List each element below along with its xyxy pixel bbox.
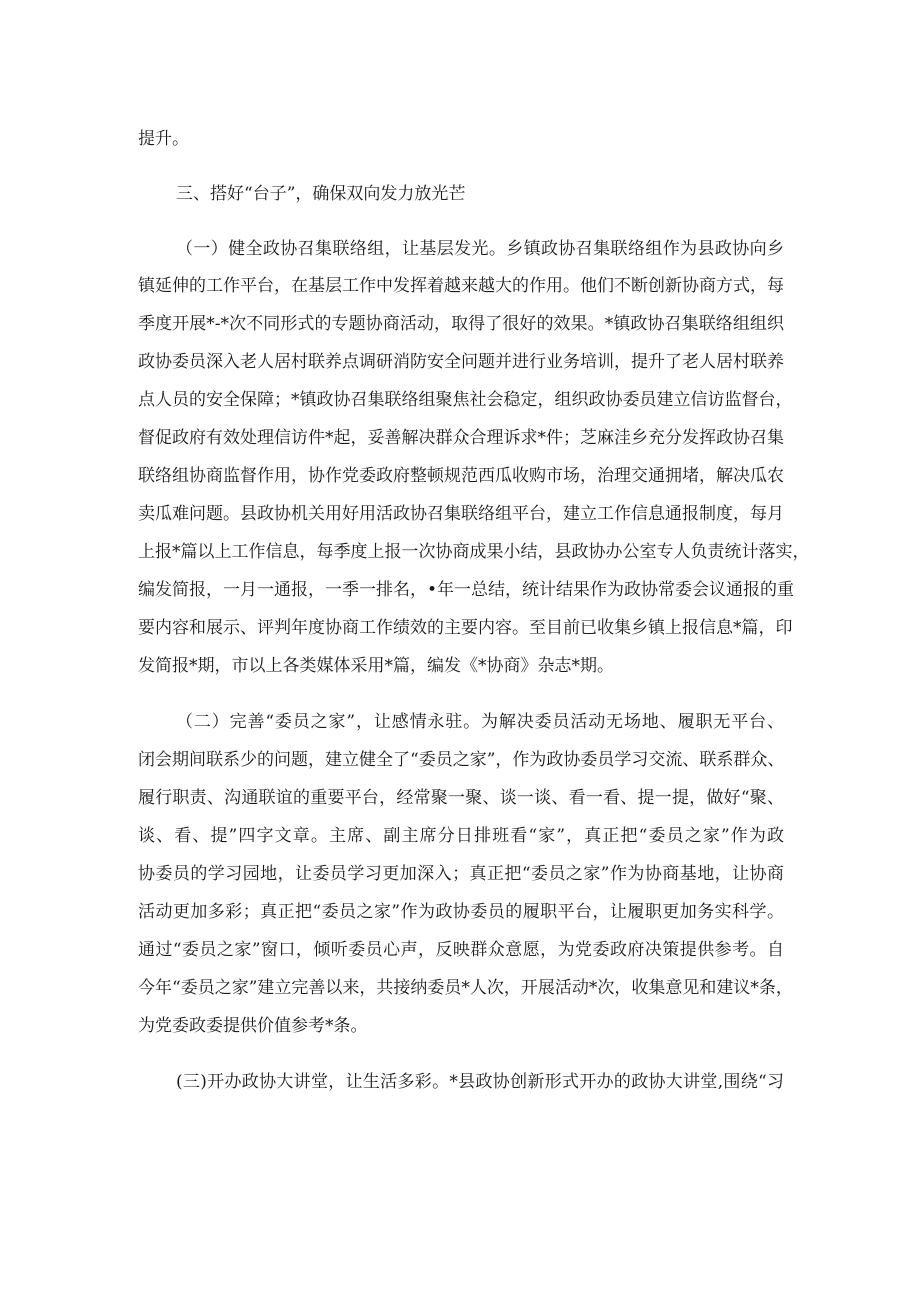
paragraph-line: 镇延伸的工作平台，在基层工作中发挥着越来越大的作用。他们不断创新协商方式，每	[138, 276, 784, 296]
paragraph-line: 联络组协商监督作用，协作党委政府整顿规范西瓜收购市场，治理交通拥堵，解决瓜农	[138, 466, 784, 486]
paragraph-line: 季度开展*-*次不同形式的专题协商活动，取得了很好的效果。*镇政协召集联络组组织	[138, 314, 784, 334]
paragraph-line: 发简报*期，市以上各类媒体采用*篇，编发《*协商》杂志*期。	[138, 656, 614, 676]
paragraph-line: 活动更加多彩；真正把“委员之家”作为政协委员的履职平台，让履职更加务实科学。	[138, 902, 784, 922]
paragraph-line: 今年“委员之家”建立完善以来，共接纳委员*人次，开展活动*次，收集意见和建议*条，	[138, 978, 793, 998]
paragraph-line: 为党委政委提供价值参考*条。	[138, 1016, 368, 1036]
paragraph-line: 上报*篇以上工作信息，每季度上报一次协商成果小结，县政协办公室专人负责统计落实，	[138, 542, 810, 562]
paragraph-line: 点人员的安全保障；*镇政协召集联络组聚焦社会稳定，组织政协委员建立信访监督台，	[138, 390, 793, 410]
paragraph-line: （一）健全政协召集联络组，让基层发光。乡镇政协召集联络组作为县政协向乡	[176, 239, 784, 259]
paragraph-line: 履行职责、沟通联谊的重要平台，经常聚一聚、谈一谈、看一看、提一提，做好“聚、	[138, 788, 784, 808]
paragraph-line: 闭会期间联系少的问题，建立健全了“委员之家”，作为政协委员学习交流、联系群众、	[138, 750, 785, 770]
paragraph-line: 谈、看、提”四字文章。主席、副主席分日排班看“家”，真正把“委员之家”作为政	[138, 826, 784, 846]
section-heading: 三、搭好“台子”，确保双向发力放光芒	[176, 184, 466, 204]
paragraph-line: 督促政府有效处理信访件*起，妥善解决群众合理诉求*件；芝麻洼乡充分发挥政协召集	[138, 428, 784, 448]
paragraph-line: 协委员的学习园地，让委员学习更加深入；真正把“委员之家”作为协商基地，让协商	[138, 864, 784, 884]
paragraph-line: 通过“委员之家”窗口，倾听委员心声，反映群众意愿，为党委政府决策提供参考。自	[138, 940, 784, 960]
paragraph-line: (三)开办政协大讲堂，让生活多彩。*县政协创新形式开办的政协大讲堂,围绕“习	[176, 1072, 784, 1092]
paragraph-line: 要内容和展示、评判年度协商工作绩效的主要内容。至目前已收集乡镇上报信息*篇，印	[138, 618, 793, 638]
paragraph-line: （二）完善“委员之家”，让感情永驻。为解决委员活动无场地、履职无平台、	[176, 712, 784, 732]
paragraph-line: 政协委员深入老人居村联养点调研消防安全问题并进行业务培训，提升了老人居村联养	[138, 352, 784, 372]
paragraph-line: 提升。	[138, 129, 189, 149]
paragraph-line: 卖瓜难问题。县政协机关用好用活政协召集联络组平台，建立工作信息通报制度，每月	[138, 504, 784, 524]
paragraph-line: 编发简报，一月一通报，一季一排名，•年一总结，统计结果作为政协常委会议通报的重	[138, 580, 795, 600]
